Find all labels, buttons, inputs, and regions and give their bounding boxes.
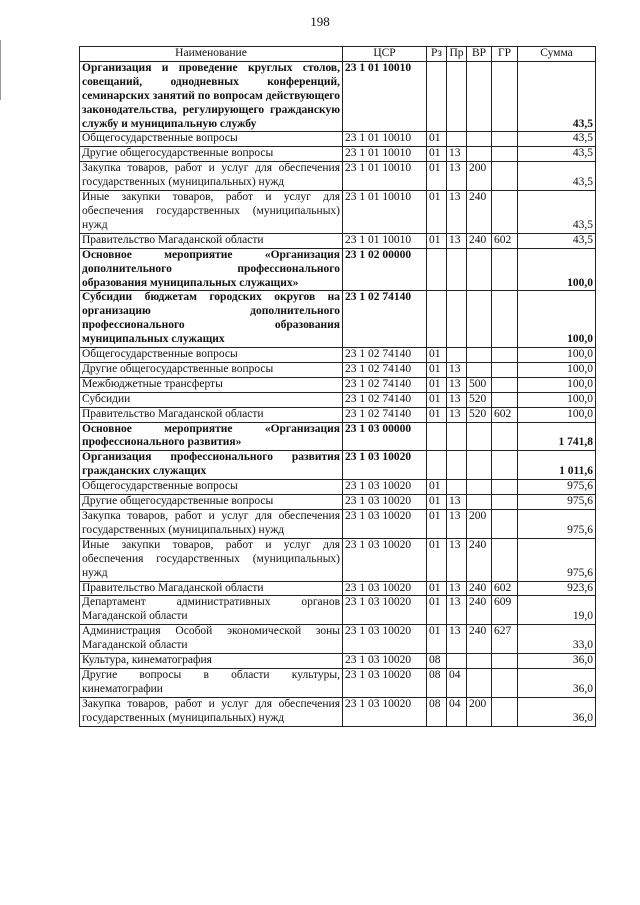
row-sum: 1 011,6 (518, 451, 596, 480)
row-vr (467, 362, 492, 377)
row-csr: 23 1 03 10020 (343, 581, 427, 596)
row-csr: 23 1 03 10020 (343, 668, 427, 697)
table-row (80, 625, 596, 654)
row-rz: 01 (427, 233, 447, 248)
row-vr: 500 (467, 377, 492, 392)
row-vr (467, 668, 492, 697)
row-vr (467, 495, 492, 510)
row-rz: 01 (427, 596, 447, 625)
row-csr: 23 1 03 10020 (343, 510, 427, 539)
table-row (80, 697, 596, 726)
row-gr: 602 (492, 581, 518, 596)
table-body (80, 61, 596, 726)
row-name: Культура, кинематография (80, 654, 343, 669)
table-header-row (80, 47, 596, 62)
row-name: Общегосударственные вопросы (80, 132, 343, 147)
row-rz: 01 (427, 538, 447, 581)
row-rz (427, 248, 447, 291)
row-sum: 100,0 (518, 377, 596, 392)
table-row (80, 392, 596, 407)
header-csr: ЦСР (343, 47, 427, 62)
row-vr (467, 147, 492, 162)
header-vr: ВР (467, 47, 492, 62)
row-rz: 01 (427, 495, 447, 510)
row-pr: 13 (447, 147, 467, 162)
table-row (80, 233, 596, 248)
row-pr: 13 (447, 581, 467, 596)
row-pr: 13 (447, 162, 467, 191)
row-csr: 23 1 03 10020 (343, 697, 427, 726)
row-gr (492, 451, 518, 480)
row-name: Закупка товаров, работ и услуг для обеспечения государственных (муниципальных) нужд (80, 510, 343, 539)
row-vr (467, 248, 492, 291)
row-name: Основное мероприятие «Организация дополнительного профессионального образования муниципальных служащих» (80, 248, 343, 291)
row-gr (492, 132, 518, 147)
table-row (80, 451, 596, 480)
row-gr: 627 (492, 625, 518, 654)
table-row (80, 162, 596, 191)
row-csr: 23 1 03 10020 (343, 495, 427, 510)
table-row (80, 291, 596, 348)
table-row (80, 132, 596, 147)
row-gr (492, 654, 518, 669)
row-pr: 13 (447, 377, 467, 392)
row-gr: 602 (492, 407, 518, 422)
row-rz: 01 (427, 480, 447, 495)
row-gr (492, 61, 518, 132)
row-sum: 923,6 (518, 581, 596, 596)
row-gr (492, 422, 518, 451)
row-rz: 01 (427, 581, 447, 596)
row-name: Закупка товаров, работ и услуг для обеспечения государственных (муниципальных) нужд (80, 162, 343, 191)
table-row (80, 668, 596, 697)
row-rz: 01 (427, 191, 447, 234)
row-sum: 100,0 (518, 291, 596, 348)
row-vr: 200 (467, 510, 492, 539)
table-row (80, 581, 596, 596)
table-row (80, 248, 596, 291)
row-vr: 240 (467, 538, 492, 581)
row-sum: 43,5 (518, 162, 596, 191)
row-name: Правительство Магаданской области (80, 407, 343, 422)
table-row (80, 422, 596, 451)
table-row (80, 596, 596, 625)
row-rz: 01 (427, 407, 447, 422)
row-vr (467, 61, 492, 132)
header-pr: Пр (447, 47, 467, 62)
row-gr (492, 480, 518, 495)
row-vr: 200 (467, 697, 492, 726)
row-gr (492, 248, 518, 291)
table-row (80, 480, 596, 495)
row-pr (447, 451, 467, 480)
row-sum: 36,0 (518, 697, 596, 726)
row-vr: 240 (467, 233, 492, 248)
row-pr: 13 (447, 596, 467, 625)
row-pr: 13 (447, 392, 467, 407)
row-vr (467, 132, 492, 147)
table-row (80, 377, 596, 392)
row-pr: 13 (447, 233, 467, 248)
row-name: Правительство Магаданской области (80, 233, 343, 248)
row-sum: 36,0 (518, 654, 596, 669)
row-csr: 23 1 03 10020 (343, 451, 427, 480)
page-number: 198 (310, 14, 330, 29)
table-row (80, 61, 596, 132)
header-gr: ГР (492, 47, 518, 62)
budget-table-container (79, 46, 596, 727)
row-sum: 100,0 (518, 348, 596, 363)
row-sum: 43,5 (518, 61, 596, 132)
row-csr: 23 1 02 74140 (343, 348, 427, 363)
row-vr: 240 (467, 625, 492, 654)
header-name: Наименование (80, 47, 343, 62)
row-vr (467, 422, 492, 451)
row-name: Иные закупки товаров, работ и услуг для обеспечения государственных (муниципальных) нужд (80, 538, 343, 581)
row-sum: 43,5 (518, 191, 596, 234)
row-csr: 23 1 01 10010 (343, 147, 427, 162)
budget-table (79, 46, 596, 727)
row-gr (492, 362, 518, 377)
row-pr (447, 132, 467, 147)
row-csr: 23 1 03 10020 (343, 538, 427, 581)
row-csr: 23 1 03 10020 (343, 596, 427, 625)
row-rz (427, 451, 447, 480)
row-name: Департамент административных органов Магаданской области (80, 596, 343, 625)
row-gr (492, 291, 518, 348)
row-pr: 04 (447, 668, 467, 697)
row-gr (492, 697, 518, 726)
row-gr: 602 (492, 233, 518, 248)
table-row (80, 348, 596, 363)
row-pr (447, 291, 467, 348)
table-row (80, 191, 596, 234)
row-gr (492, 510, 518, 539)
row-vr (467, 480, 492, 495)
header-sum: Сумма (518, 47, 596, 62)
row-name: Основное мероприятие «Организация профессионального развития» (80, 422, 343, 451)
row-vr (467, 451, 492, 480)
row-name: Закупка товаров, работ и услуг для обеспечения государственных (муниципальных) нужд (80, 697, 343, 726)
row-name: Субсидии (80, 392, 343, 407)
row-name: Правительство Магаданской области (80, 581, 343, 596)
row-rz (427, 422, 447, 451)
row-rz: 01 (427, 377, 447, 392)
row-rz: 01 (427, 147, 447, 162)
row-rz: 01 (427, 392, 447, 407)
row-sum: 36,0 (518, 668, 596, 697)
row-pr: 04 (447, 697, 467, 726)
row-csr: 23 1 02 74140 (343, 392, 427, 407)
row-rz: 01 (427, 162, 447, 191)
row-rz: 08 (427, 654, 447, 669)
row-gr (492, 668, 518, 697)
row-pr (447, 480, 467, 495)
row-rz: 01 (427, 132, 447, 147)
row-rz: 01 (427, 348, 447, 363)
row-sum: 100,0 (518, 248, 596, 291)
table-row (80, 538, 596, 581)
row-name: Иные закупки товаров, работ и услуг для обеспечения государственных (муниципальных) нужд (80, 191, 343, 234)
row-vr (467, 654, 492, 669)
row-pr (447, 348, 467, 363)
row-sum: 100,0 (518, 392, 596, 407)
row-name: Другие общегосударственные вопросы (80, 362, 343, 377)
row-csr: 23 1 01 10010 (343, 61, 427, 132)
row-csr: 23 1 02 74140 (343, 377, 427, 392)
row-gr (492, 348, 518, 363)
row-csr: 23 1 01 10010 (343, 162, 427, 191)
table-row (80, 510, 596, 539)
row-vr: 240 (467, 596, 492, 625)
row-csr: 23 1 02 74140 (343, 291, 427, 348)
row-sum: 1 741,8 (518, 422, 596, 451)
row-sum: 43,5 (518, 147, 596, 162)
row-pr: 13 (447, 495, 467, 510)
row-sum: 43,5 (518, 132, 596, 147)
row-rz: 01 (427, 362, 447, 377)
row-pr (447, 422, 467, 451)
row-csr: 23 1 02 74140 (343, 407, 427, 422)
row-name: Администрация Особой экономической зоны Магаданской области (80, 625, 343, 654)
row-sum: 975,6 (518, 480, 596, 495)
row-gr (492, 495, 518, 510)
row-csr: 23 1 03 10020 (343, 625, 427, 654)
row-csr: 23 1 01 10010 (343, 191, 427, 234)
row-rz (427, 61, 447, 132)
row-name: Другие общегосударственные вопросы (80, 495, 343, 510)
row-pr: 13 (447, 362, 467, 377)
table-row (80, 654, 596, 669)
row-pr: 13 (447, 191, 467, 234)
row-csr: 23 1 02 74140 (343, 362, 427, 377)
row-vr (467, 291, 492, 348)
row-rz: 08 (427, 697, 447, 726)
table-row (80, 147, 596, 162)
row-sum: 975,6 (518, 495, 596, 510)
row-rz: 08 (427, 668, 447, 697)
row-name: Организация и проведение круглых столов, совещаний, однодневных конференций, семинарских занятий по вопросам действующего законодательства, регулирующего гражданскую службу и муниципальную службу (80, 61, 343, 132)
row-sum: 975,6 (518, 538, 596, 581)
row-pr (447, 248, 467, 291)
row-gr (492, 147, 518, 162)
row-vr: 200 (467, 162, 492, 191)
row-sum: 19,0 (518, 596, 596, 625)
row-name: Общегосударственные вопросы (80, 480, 343, 495)
row-gr (492, 377, 518, 392)
row-sum: 975,6 (518, 510, 596, 539)
row-sum: 33,0 (518, 625, 596, 654)
row-csr: 23 1 01 10010 (343, 132, 427, 147)
row-gr (492, 392, 518, 407)
row-rz: 01 (427, 625, 447, 654)
row-csr: 23 1 02 00000 (343, 248, 427, 291)
table-row (80, 407, 596, 422)
table-row (80, 495, 596, 510)
row-pr (447, 654, 467, 669)
row-name: Субсидии бюджетам городских округов на организацию дополнительного профессионального образования муниципальных служащих (80, 291, 343, 348)
row-gr: 609 (492, 596, 518, 625)
scan-edge-mark (0, 40, 1, 100)
row-vr: 240 (467, 191, 492, 234)
row-rz (427, 291, 447, 348)
row-csr: 23 1 01 10010 (343, 233, 427, 248)
row-pr: 13 (447, 407, 467, 422)
row-sum: 43,5 (518, 233, 596, 248)
row-gr (492, 538, 518, 581)
table-row (80, 362, 596, 377)
row-vr: 520 (467, 407, 492, 422)
row-csr: 23 1 03 10020 (343, 654, 427, 669)
row-sum: 100,0 (518, 407, 596, 422)
row-name: Другие общегосударственные вопросы (80, 147, 343, 162)
row-pr: 13 (447, 538, 467, 581)
row-vr: 240 (467, 581, 492, 596)
row-vr: 520 (467, 392, 492, 407)
row-pr (447, 61, 467, 132)
row-name: Организация профессионального развития гражданских служащих (80, 451, 343, 480)
row-csr: 23 1 03 10020 (343, 480, 427, 495)
row-rz: 01 (427, 510, 447, 539)
row-pr: 13 (447, 510, 467, 539)
row-name: Межбюджетные трансферты (80, 377, 343, 392)
row-gr (492, 191, 518, 234)
row-name: Общегосударственные вопросы (80, 348, 343, 363)
row-vr (467, 348, 492, 363)
row-gr (492, 162, 518, 191)
row-csr: 23 1 03 00000 (343, 422, 427, 451)
header-rz: Рз (427, 47, 447, 62)
row-name: Другие вопросы в области культуры, кинематографии (80, 668, 343, 697)
row-pr: 13 (447, 625, 467, 654)
row-sum: 100,0 (518, 362, 596, 377)
